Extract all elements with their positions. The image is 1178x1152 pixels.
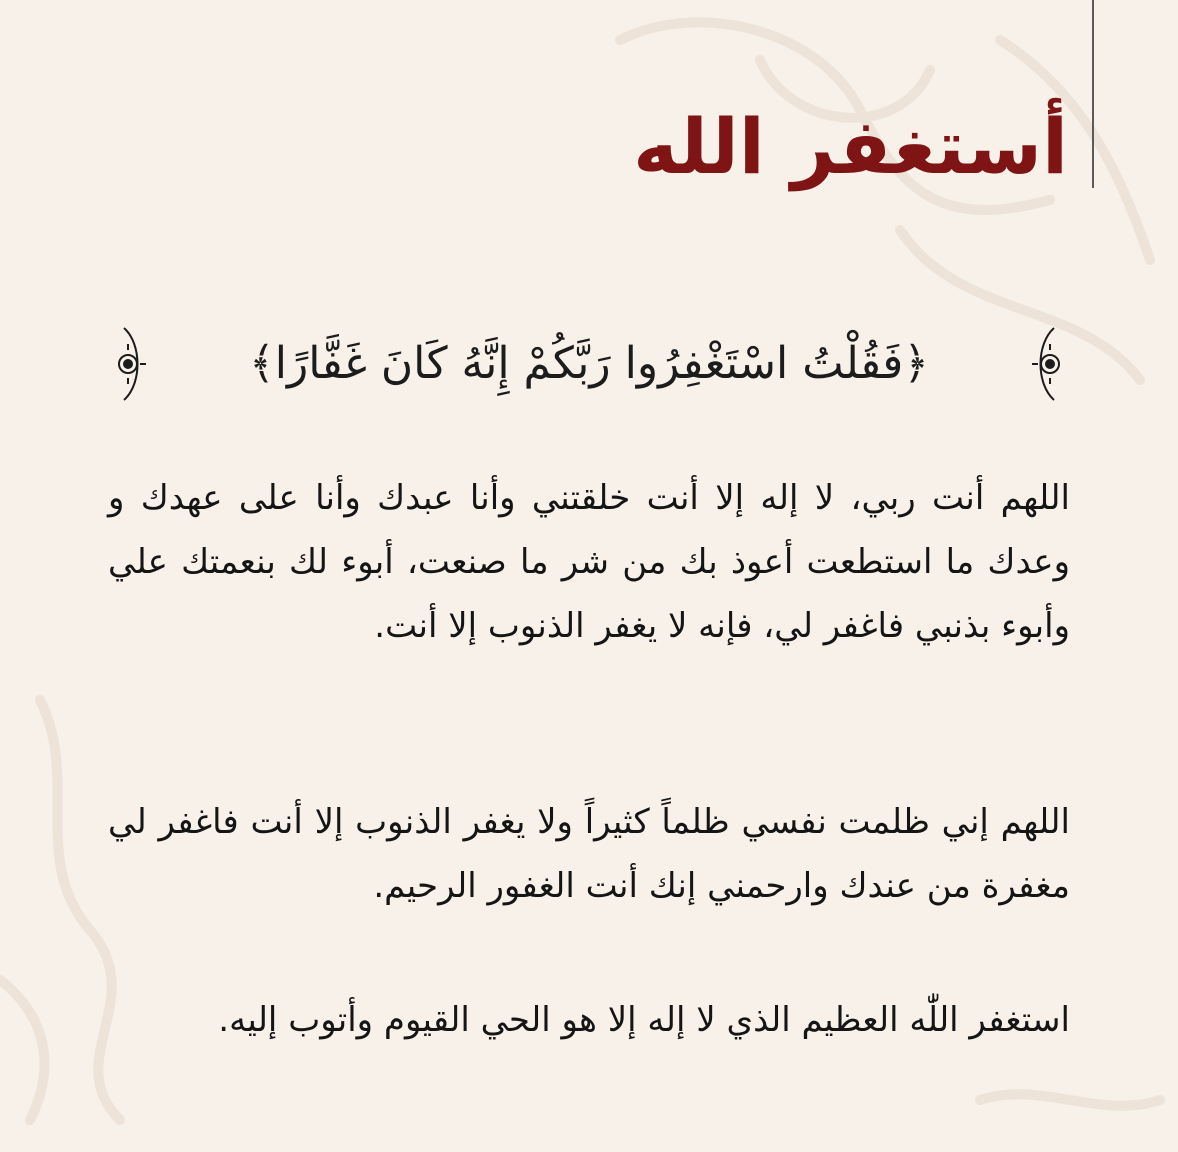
- supplication-paragraph-1: اللهم أنت ربي، لا إله إلا أنت خلقتني وأنا عبدك وأنا على عهدك و وعدك ما استطعت أعوذ بك من شر ما صنعت، أبوء لك بنعمتك علي وأبوء بذنبي فاغفر لي، فإنه لا يغفر الذنوب إلا أنت.: [108, 478, 1070, 646]
- vertical-divider-line: [1092, 0, 1094, 188]
- verse-start-ornament-left: [108, 324, 152, 404]
- supplication-paragraph-3: استغفر اللّٰه العظيم الذي لا إله إلا هو الحي القيوم وأتوب إليه.: [218, 1000, 1070, 1040]
- page-title: أستغفر الله: [633, 102, 1068, 191]
- supplication-paragraph-2: اللهم إني ظلمت نفسي ظلماً كثيراً ولا يغفر الذنوب إلا أنت فاغفر لي مغفرة من عندك وارحمني إنك أنت الغفور الرحيم.: [108, 802, 1070, 906]
- quran-verse: [108, 316, 1070, 412]
- verse-end-ornament-right: [1026, 324, 1070, 404]
- verse-text: ﴿فَقُلْتُ اسْتَغْفِرُوا رَبَّكُمْ إِنَّهُ كَانَ غَفَّارًا﴾: [248, 338, 930, 389]
